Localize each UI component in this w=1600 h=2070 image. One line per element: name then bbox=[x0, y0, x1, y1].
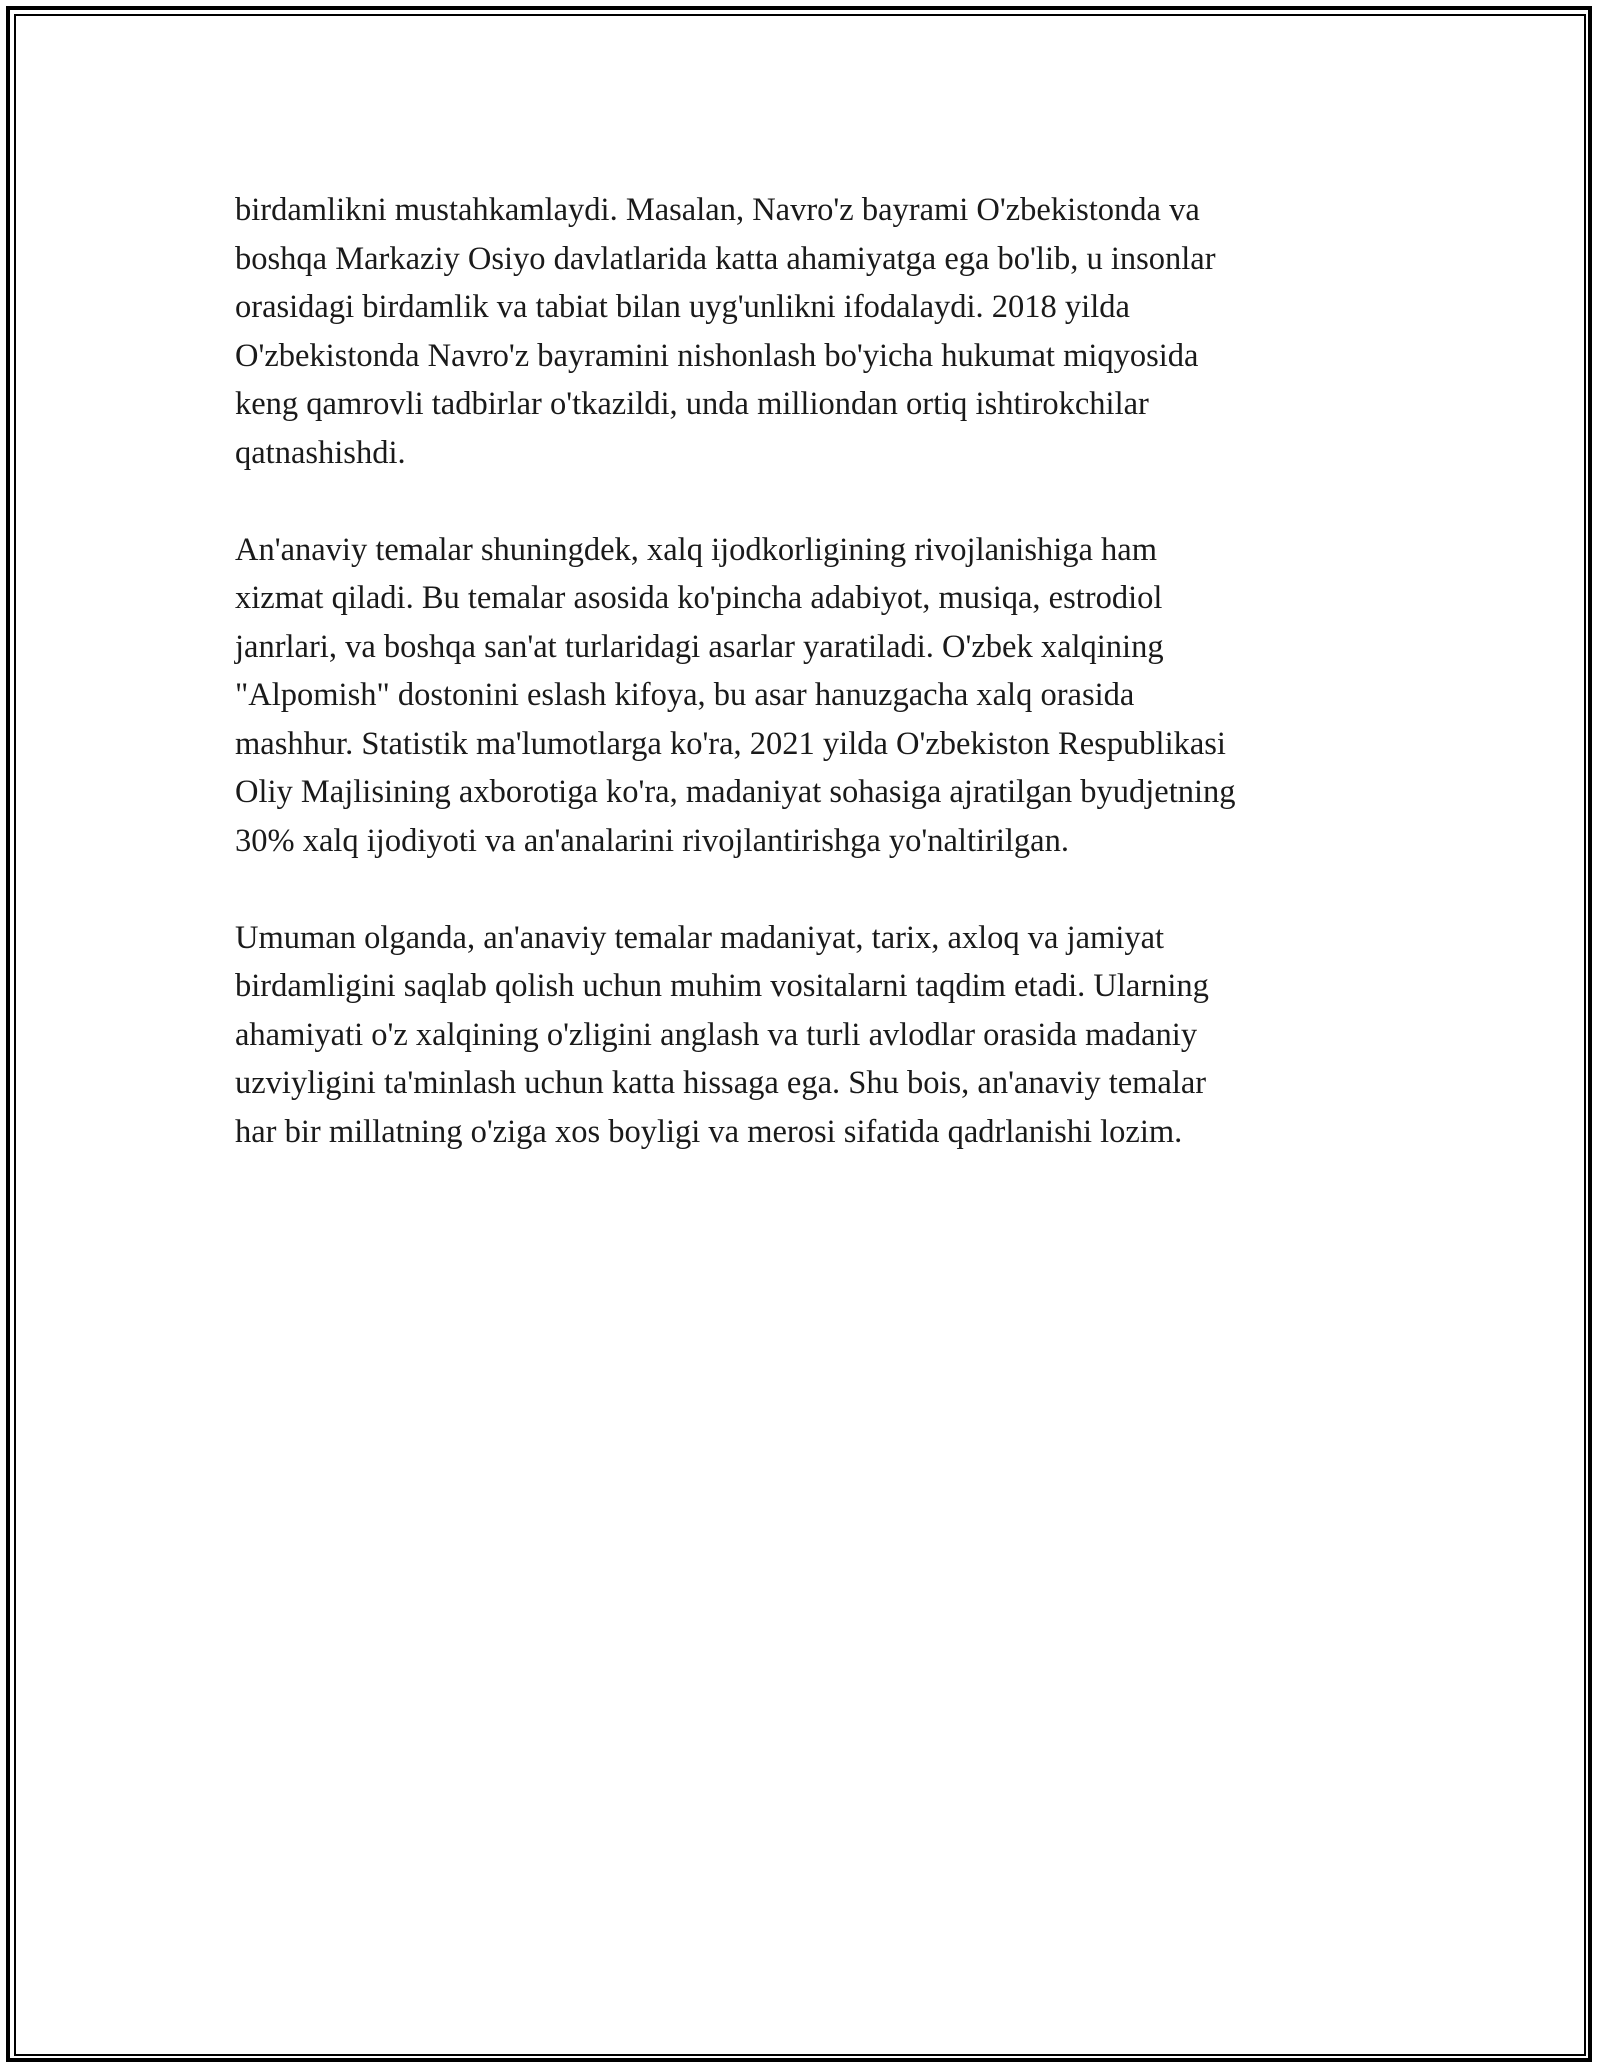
paragraph-line: qatnashishdi. bbox=[235, 434, 406, 471]
paragraph-line: har bir millatning o'ziga xos boyligi va merosi sifatida qadrlanishi lozim. bbox=[235, 1113, 1183, 1150]
paragraph-3 bbox=[235, 914, 1385, 1157]
document-body bbox=[235, 186, 1385, 1205]
paragraph-line: "Alpomish" dostonini eslash kifoya, bu asar hanuzgacha xalq orasida bbox=[235, 677, 1135, 713]
paragraph-line: mashhur. Statistik ma'lumotlarga ko'ra, 2021 yilda O'zbekiston Respublikasi bbox=[235, 725, 1226, 762]
paragraph-line: O'zbekistonda Navro'z bayramini nishonlash bo'yicha hukumat miqyosida bbox=[235, 337, 1199, 374]
paragraph-line: Umuman olganda, an'anaviy temalar madaniyat, tarix, axloq va jamiyat bbox=[235, 919, 1165, 956]
paragraph-line: uzviyligini ta'minlash uchun katta hissaga ega. Shu bois, an'anaviy temalar bbox=[235, 1065, 1207, 1101]
paragraph-2 bbox=[235, 526, 1385, 866]
paragraph-line: ahamiyati o'z xalqining o'zligini anglash va turli avlodlar orasida madaniy bbox=[235, 1016, 1198, 1053]
paragraph-line: birdamligini saqlab qolish uchun muhim vositalarni taqdim etadi. Ularning bbox=[235, 968, 1209, 1004]
paragraph-line: janrlari, va boshqa san'at turlaridagi asarlar yaratiladi. O'zbek xalqining bbox=[235, 628, 1164, 665]
paragraph-line: keng qamrovli tadbirlar o'tkazildi, unda milliondan ortiq ishtirokchilar bbox=[235, 386, 1149, 422]
paragraph-line: boshqa Markaziy Osiyo davlatlarida katta ahamiyatga ega bo'lib, u insonlar bbox=[235, 240, 1216, 277]
paragraph-line: orasidagi birdamlik va tabiat bilan uyg'unlikni ifodalaydi. 2018 yilda bbox=[235, 289, 1130, 325]
paragraph-line: 30% xalq ijodiyoti va an'analarini rivojlantirishga yo'naltirilgan. bbox=[235, 822, 1069, 859]
paragraph-line: Oliy Majlisining axborotiga ko'ra, madaniyat sohasiga ajratilgan byudjetning bbox=[235, 774, 1236, 810]
paragraph-line: An'anaviy temalar shuningdek, xalq ijodkorligining rivojlanishiga ham bbox=[235, 531, 1157, 568]
paragraph-1 bbox=[235, 186, 1385, 477]
paragraph-line: birdamlikni mustahkamlaydi. Masalan, Navro'z bayrami O'zbekistonda va bbox=[235, 192, 1200, 228]
paragraph-line: xizmat qiladi. Bu temalar asosida ko'pincha adabiyot, musiqa, estrodiol bbox=[235, 580, 1163, 616]
